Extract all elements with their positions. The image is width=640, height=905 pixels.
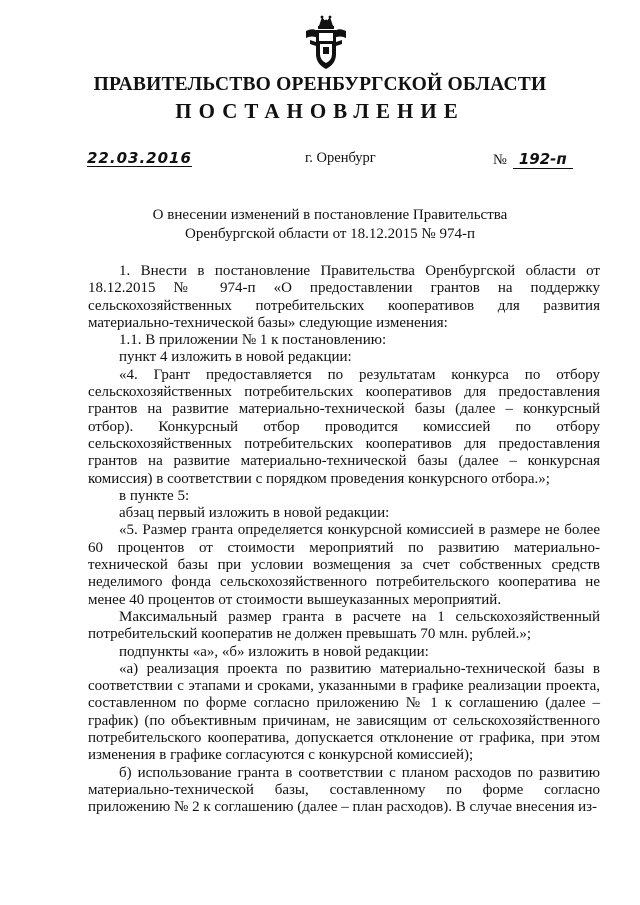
- paragraph-5: в пункте 5:: [119, 487, 190, 504]
- decree-subject: [100, 206, 560, 244]
- decree-number: 192-п: [513, 150, 573, 169]
- decree-number-block: [493, 150, 573, 169]
- paragraph-9: подпункты «а», «б» изложить в новой редакции:: [119, 643, 429, 660]
- decree-city: г. Оренбург: [305, 150, 376, 166]
- paragraph-1: 1. Внести в постановление Правительства Оренбургской области от 18.12.2015 № 974-п «О предоставлении грантов на поддержку сельскохозяйственных потребительских кооперативов для развития материально-технической базы» следующие изменения:: [88, 263, 600, 331]
- paragraph-11: б) использование гранта в соответствии с планом расходов по развитию материально-технической базы, составленному по форме согласно приложению № 2 к соглашению (далее – план расходов). В случае внесения из-: [88, 764, 600, 816]
- paragraph-7: «5. Размер гранта определяется конкурсной комиссией в размере не более 60 процентов от стоимости мероприятий по развитию материально-технической базы при условии возмещения за счет собственных средств неделимого фонда сельскохозяйственного потребительского кооператива не менее 40 процентов от стоимости вышеуказанных мероприятий.: [88, 522, 600, 608]
- decree-date: 22.03.2016: [87, 149, 192, 167]
- paragraph-4: «4. Грант предоставляется по результатам конкурса по отбору сельскохозяйственных потребительских кооперативов для предоставления грантов на развитие материально-технической базы (далее – конкурсный отбор). Конкурсный отбор проводится комиссией по отбору сельскохозяйственных потребительских кооперативов для предоставления грантов на развитие материально-технической базы (далее – конкурсная комиссия) в соответствии с порядком проведения конкурсного отбора.»;: [88, 366, 600, 487]
- subject-line-1: О внесении изменений в постановление Правительства: [152, 207, 508, 223]
- number-label: №: [493, 152, 507, 168]
- paragraph-3: пункт 4 изложить в новой редакции:: [119, 349, 352, 366]
- decree-body: [88, 263, 600, 817]
- government-title: ПРАВИТЕЛЬСТВО ОРЕНБУРГСКОЙ ОБЛАСТИ: [93, 74, 547, 95]
- coat-of-arms-icon: [304, 14, 348, 70]
- paragraph-6: абзац первый изложить в новой редакции:: [119, 505, 390, 522]
- document-type: ПОСТАНОВЛЕНИЕ: [175, 99, 465, 123]
- paragraph-2: 1.1. В приложении № 1 к постановлению:: [119, 332, 387, 349]
- paragraph-10: «а) реализация проекта по развитию материально-технической базы в соответствии с этапами и сроками, указанными в графике реализации проекта, составленном по форме согласно приложению № 1 к соглашению (далее – график) (по объективным причинам, не зависящим от сельскохозяйственного потребительского кооператива, допускается отклонение от графика, при этом изменения в графике согласуются с конкурсной комиссией);: [88, 660, 600, 764]
- subject-line-2: Оренбургской области от 18.12.2015 № 974-п: [184, 226, 476, 242]
- paragraph-8: Максимальный размер гранта в расчете на 1 сельскохозяйственный потребительский кооператив не должен превышать 70 млн. рублей.»;: [88, 608, 600, 643]
